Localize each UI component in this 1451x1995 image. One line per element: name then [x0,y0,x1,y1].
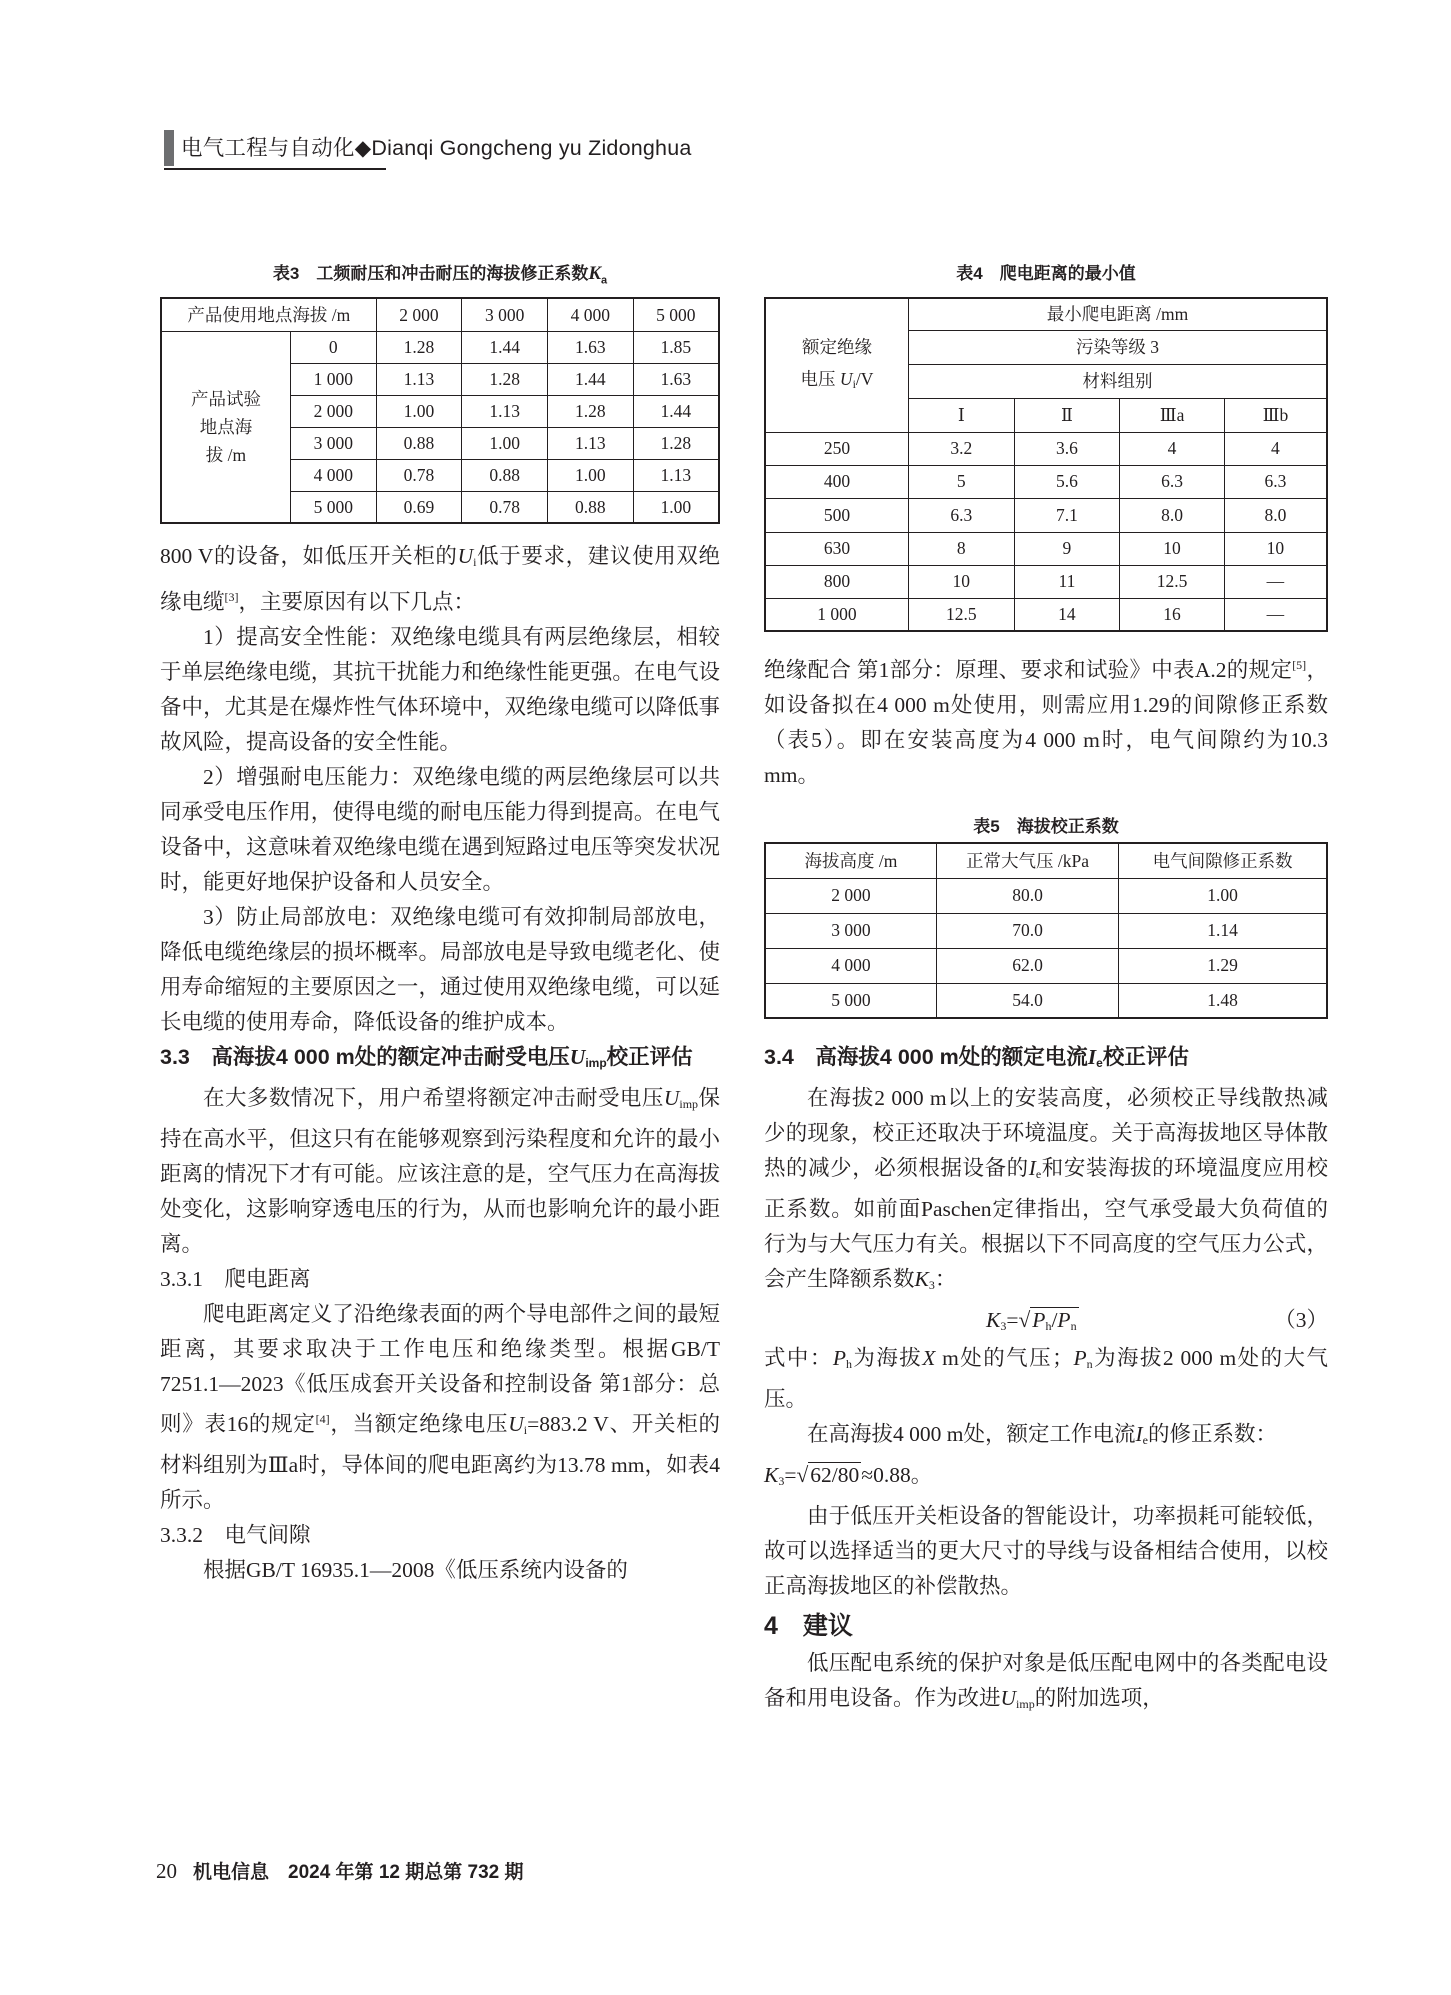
text: =883.2 V、开关柜的材料组别为Ⅲa时，导体间的爬电距离约为13.78 mm，如表4所示。 [160,1412,720,1512]
row-label-line: 产品试验 [190,388,261,409]
row-label-line: 拔 /m [205,444,247,465]
subscript: i [523,1423,528,1437]
paragraph [764,1081,1328,1303]
diamond-separator-icon: ◆ [354,136,372,160]
symbol: U [457,544,474,568]
symbol: K [914,1267,929,1291]
table3-caption [160,259,720,286]
section-heading-3-3 [160,1040,720,1081]
table-cell: 1 000 [765,598,908,631]
table-cell: 1.63 [633,363,719,395]
table-cell: 2 000 [290,395,376,427]
radicand: $P_h/P_n$ [1032,1308,1077,1333]
text: 的附加选项， [1034,1686,1164,1710]
citation: [4] [315,1412,330,1426]
table3-head-label: 产品使用地点海拔 /m [161,298,376,331]
text: ，如设备拟在4 000 m处使用，则需应用1.29的间隙修正系数（表5）。即在安装高度为4 000 m时，电气间隙约为10.3 mm。 [764,658,1328,787]
table-cell: 3 000 [290,427,376,459]
table-row [765,465,1327,498]
table-cell: 1.63 [548,331,634,363]
table5-col-head: 电气间隙修正系数 [1119,843,1327,878]
equals: = [1006,1308,1019,1332]
table-cell: 1.44 [462,331,548,363]
paragraph: 由于低压开关柜设备的智能设计，功率损耗可能较低，故可以选择适当的更大尺寸的导线与设备相结合使用，以校正高海拔地区的补偿散热。 [764,1504,1328,1598]
running-header [181,131,692,162]
symbol: X [922,1346,936,1370]
text: 爬电距离定义了沿绝缘表面的两个导电部件之间的最短距离，其要求取决于工作电压和绝缘类型。根据GB/T 7251.1—2023《低压成套开关设备和控制设备 第1部分：总则》表16的规定 [160,1302,720,1436]
table-cell: 10 [1224,532,1327,565]
subscript: h [845,1357,852,1371]
table-cell: 0.88 [548,491,634,523]
table-cell: 0 [290,331,376,363]
table-cell: 70.0 [936,913,1118,948]
footer-journal: 机电信息 2024 年第 12 期总第 732 期 [193,1862,524,1883]
paragraph: 3）防止局部放电：双绝缘电缆可有效抑制局部放电，降低电缆绝缘层的损坏概率。局部放电是导致电缆老化、使用寿命缩短的主要原因之一，通过使用双绝缘电缆，可以延长电缆的使用寿命，降低设备的维护成本。 [160,905,720,1034]
paragraph [764,1341,1328,1417]
subscript: n [1070,1319,1077,1333]
symbol: P [1073,1346,1087,1370]
table-cell: 1.48 [1119,983,1327,1018]
table-cell: 1.29 [1119,948,1327,983]
subscript: e [1096,1056,1103,1070]
text: ≈0.88。 [861,1463,933,1487]
text: 低于要求，建议使用双绝缘电缆 [160,544,720,614]
table-cell: 4 [1120,432,1225,465]
text: 低压配电系统的保护对象是低压配电网中的各类配电设备和用电设备。作为改进 [764,1651,1328,1710]
table-row [765,532,1327,565]
table-cell: 8 [908,532,1014,565]
table-row [765,432,1327,465]
table3-col-head: 2 000 [376,298,462,331]
rated-symbol: U [839,368,853,389]
table-cell: 3 000 [765,913,936,948]
table-cell: 9 [1014,532,1120,565]
table-cell: 3.6 [1014,432,1120,465]
table-cell: 7.1 [1014,498,1120,532]
table-cell: 4 000 [290,459,376,491]
table4-group-head: Ⅱ [1014,398,1120,432]
symbol: P [832,1346,846,1370]
table3-row-label [161,331,290,523]
table4-rated-label [765,298,908,432]
table-cell: 1.13 [376,363,462,395]
table-cell: 1.00 [548,459,634,491]
subscript: 3 [1000,1319,1007,1333]
table-row [765,298,1327,330]
left-column [160,539,720,1588]
table-cell: 80.0 [936,878,1118,913]
text: 保持在高水平，但这只有在能够观察到污染程度和允许的最小距离的情况下才有可能。应该注意的是，空气压力在高海拔处变化，这影响穿透电压的行为，从而也影响允许的最小距离。 [160,1086,720,1256]
sqrt-icon: √ [796,1463,809,1487]
table-cell: 0.69 [376,491,462,523]
table-row [161,331,719,363]
paragraph [160,1297,720,1518]
table-cell: 500 [765,498,908,532]
text: 和安装海拔的环境温度应用校正系数。如前面Paschen定律指出，空气承受最大负荷值的行为与大气压力有关。根据以下不同高度的空气压力公式，会产生降额系数 [764,1156,1328,1291]
table-row [765,565,1327,598]
table-cell: 1.44 [548,363,634,395]
table-cell: 1.13 [548,427,634,459]
table-cell: 12.5 [1120,565,1225,598]
table-cell: 1.28 [462,363,548,395]
text: 为海拔 [851,1346,923,1370]
table-cell: 1.28 [548,395,634,427]
table-cell: 0.88 [376,427,462,459]
table-cell: 10 [908,565,1014,598]
heading-text: 3.4 高海拔4 000 m处的额定电流 [764,1045,1088,1069]
table-cell: 1.13 [462,395,548,427]
paragraph: 根据GB/T 16935.1—2008《低压系统内设备的 [203,1558,628,1582]
table-cell: 1.00 [376,395,462,427]
table-cell: 5.6 [1014,465,1120,498]
table-cell: 12.5 [908,598,1014,631]
paragraph [764,1417,1328,1458]
table-cell: 5 [908,465,1014,498]
rated-label-line: 电压 [800,368,840,389]
rated-sub: i [852,376,856,391]
table5-col-head: 海拔高度 /m [765,843,936,878]
table-cell: 1.44 [633,395,719,427]
table-row [765,913,1327,948]
table-row [765,498,1327,532]
citation: [5] [1292,658,1307,672]
paragraph [764,648,1328,793]
table-cell: 5 000 [765,983,936,1018]
section-heading-3-3-2: 3.3.2 电气间隙 [160,1523,311,1547]
table-cell: 6.3 [1120,465,1225,498]
paragraph [764,1646,1328,1722]
table-cell: 6.3 [908,498,1014,532]
text: m处的气压； [935,1346,1074,1370]
journal-pinyin: Dianqi Gongcheng yu Zidonghua [371,136,692,160]
table-cell: 0.78 [376,459,462,491]
table-cell: 8.0 [1224,498,1327,532]
table-cell: 2 000 [765,878,936,913]
section-heading-4: 4 建议 [764,1612,853,1640]
table-cell: 10 [1120,532,1225,565]
subscript: 3 [778,1474,785,1488]
equation-3 [764,1303,1328,1341]
paragraph [160,1081,720,1262]
table5-caption: 表5 海拔校正系数 [973,817,1119,836]
table3-col-head: 5 000 [633,298,719,331]
subscript: e [1035,1167,1042,1181]
table-cell: 62.0 [936,948,1118,983]
subscript: 3 [928,1278,935,1292]
right-column-top [764,648,1328,793]
table-cell: 250 [765,432,908,465]
table-cell: 1.00 [1119,878,1327,913]
rated-label-line: 额定绝缘 [801,336,872,357]
table-row [765,878,1327,913]
page-footer [156,1857,524,1884]
table4-pollution-head: 污染等级 3 [908,330,1327,364]
section-heading-3-4 [764,1040,1328,1081]
table3-col-head: 4 000 [548,298,634,331]
table-cell: 8.0 [1120,498,1225,532]
paragraph: 1）提高安全性能：双绝缘电缆具有两层绝缘层，相较于单层绝缘电缆，其抗干扰能力和绝缘性能更强。在电气设备中，尤其是在爆炸性气体环境中，双绝缘电缆可以降低事故风险，提高设备的安全性能。 [160,625,720,754]
symbol: U [508,1412,524,1436]
table-cell: 0.78 [462,491,548,523]
table-cell: 400 [765,465,908,498]
paragraph [160,539,720,620]
paragraph [764,1458,1328,1499]
table-cell: 630 [765,532,908,565]
equation-number: （3） [1274,1308,1328,1332]
text: 的修正系数： [1147,1422,1277,1446]
table-cell: 11 [1014,565,1120,598]
table4-material-head: 材料组别 [908,364,1327,398]
text: ： [934,1267,957,1291]
table-cell: 0.88 [462,459,548,491]
symbol: I [1135,1422,1143,1446]
symbol: K [764,1463,779,1487]
table5-col-head: 正常大气压 /kPa [936,843,1118,878]
symbol: I [1087,1045,1097,1069]
equation-body [986,1303,1079,1344]
radicand: 62/80 [810,1463,860,1487]
text: ，当额定绝缘电压 [329,1412,509,1436]
table-cell: 54.0 [936,983,1118,1018]
heading-text: 校正评估 [606,1045,693,1069]
symbol: I [1028,1156,1036,1180]
right-column-bottom [764,1040,1328,1722]
table3 [160,297,720,524]
rated-unit: /V [855,368,874,389]
paragraph: 2）增强耐电压能力：双绝缘电缆的两层绝缘层可以共同承受电压作用，使得电缆的耐电压能力得到提高。在电气设备中，这意味着双绝缘电缆在遇到短路过电压等突发状况时，能更好地保护设备和人员安全。 [160,765,720,894]
table-cell: 6.3 [1224,465,1327,498]
table-row [765,598,1327,631]
text: 在高海拔4 000 m处，额定工作电流 [807,1422,1136,1446]
section-heading-3-3-1: 3.3.1 爬电距离 [160,1267,311,1291]
subscript: imp [1016,1697,1035,1711]
table5 [764,842,1328,1019]
table-cell: 1.00 [633,491,719,523]
header-rule [164,168,386,170]
symbol: K [986,1308,1001,1332]
table4-top-head: 最小爬电距离 /mm [908,298,1327,330]
sqrt-icon: √ [1018,1308,1031,1332]
heading-text: 校正评估 [1102,1045,1189,1069]
text: 绝缘配合 第1部分：原理、要求和试验》中表A.2的规定 [764,658,1293,682]
text: 800 V的设备，如低压开关柜的 [160,544,458,568]
text: ，主要原因有以下几点： [238,590,476,614]
text: 在大多数情况下，用户希望将额定冲击耐受电压 [203,1086,664,1110]
equals: = [784,1463,797,1487]
symbol: U [1000,1686,1017,1710]
table-cell: 4 [1224,432,1327,465]
subscript: h [1045,1319,1052,1333]
table-cell: 1.00 [462,427,548,459]
table3-caption-sub: a [601,274,608,287]
table3-col-head: 3 000 [462,298,548,331]
table-cell: — [1224,565,1327,598]
table-cell: 1.28 [633,427,719,459]
table-cell: 1.14 [1119,913,1327,948]
table3-caption-text: 表3 工频耐压和冲击耐压的海拔修正系数 [272,264,589,283]
table-row [765,948,1327,983]
table3-header-row [161,298,719,331]
heading-text: 3.3 高海拔4 000 m处的额定冲击耐受电压 [160,1045,570,1069]
citation: [3] [224,590,239,604]
text: 为海拔2 000 m处的大气压。 [764,1346,1328,1411]
symbol: U [569,1045,586,1069]
table-cell: 14 [1014,598,1120,631]
table-cell: 800 [765,565,908,598]
table4-group-head: Ⅲa [1120,398,1225,432]
table4 [764,297,1328,632]
subscript: e [1142,1433,1148,1447]
table-cell: 1 000 [290,363,376,395]
journal-name: 电气工程与自动化 [181,136,355,160]
table5-header-row [765,843,1327,878]
table4-caption: 表4 爬电距离的最小值 [956,264,1136,283]
table-cell: 1.13 [633,459,719,491]
symbol: P [1032,1308,1046,1332]
header-accent-bar [164,130,174,166]
table4-group-head: Ⅲb [1224,398,1327,432]
page-number: 20 [156,1859,177,1883]
table-cell: 5 000 [290,491,376,523]
subscript: n [1086,1357,1093,1371]
table-cell: 1.85 [633,331,719,363]
table-row [765,983,1327,1018]
symbol: P [1057,1308,1071,1332]
subscript: i [473,555,477,569]
table-cell: 3.2 [908,432,1014,465]
table-cell: — [1224,598,1327,631]
table4-group-head: Ⅰ [908,398,1014,432]
text: 式中： [764,1346,833,1370]
table3-caption-symbol: K [588,263,602,284]
symbol: U [663,1086,680,1110]
table-cell: 1.28 [376,331,462,363]
subscript: imp [585,1056,607,1070]
table-cell: 4 000 [765,948,936,983]
row-label-line: 地点海 [199,416,253,437]
text: 在海拔2 000 m以上的安装高度，必须校正导线散热减少的现象，校正还取决于环境温度。关于高海拔地区导体散热的减少，必须根据设备的 [764,1086,1328,1180]
subscript: imp [679,1097,699,1111]
table-cell: 16 [1120,598,1225,631]
